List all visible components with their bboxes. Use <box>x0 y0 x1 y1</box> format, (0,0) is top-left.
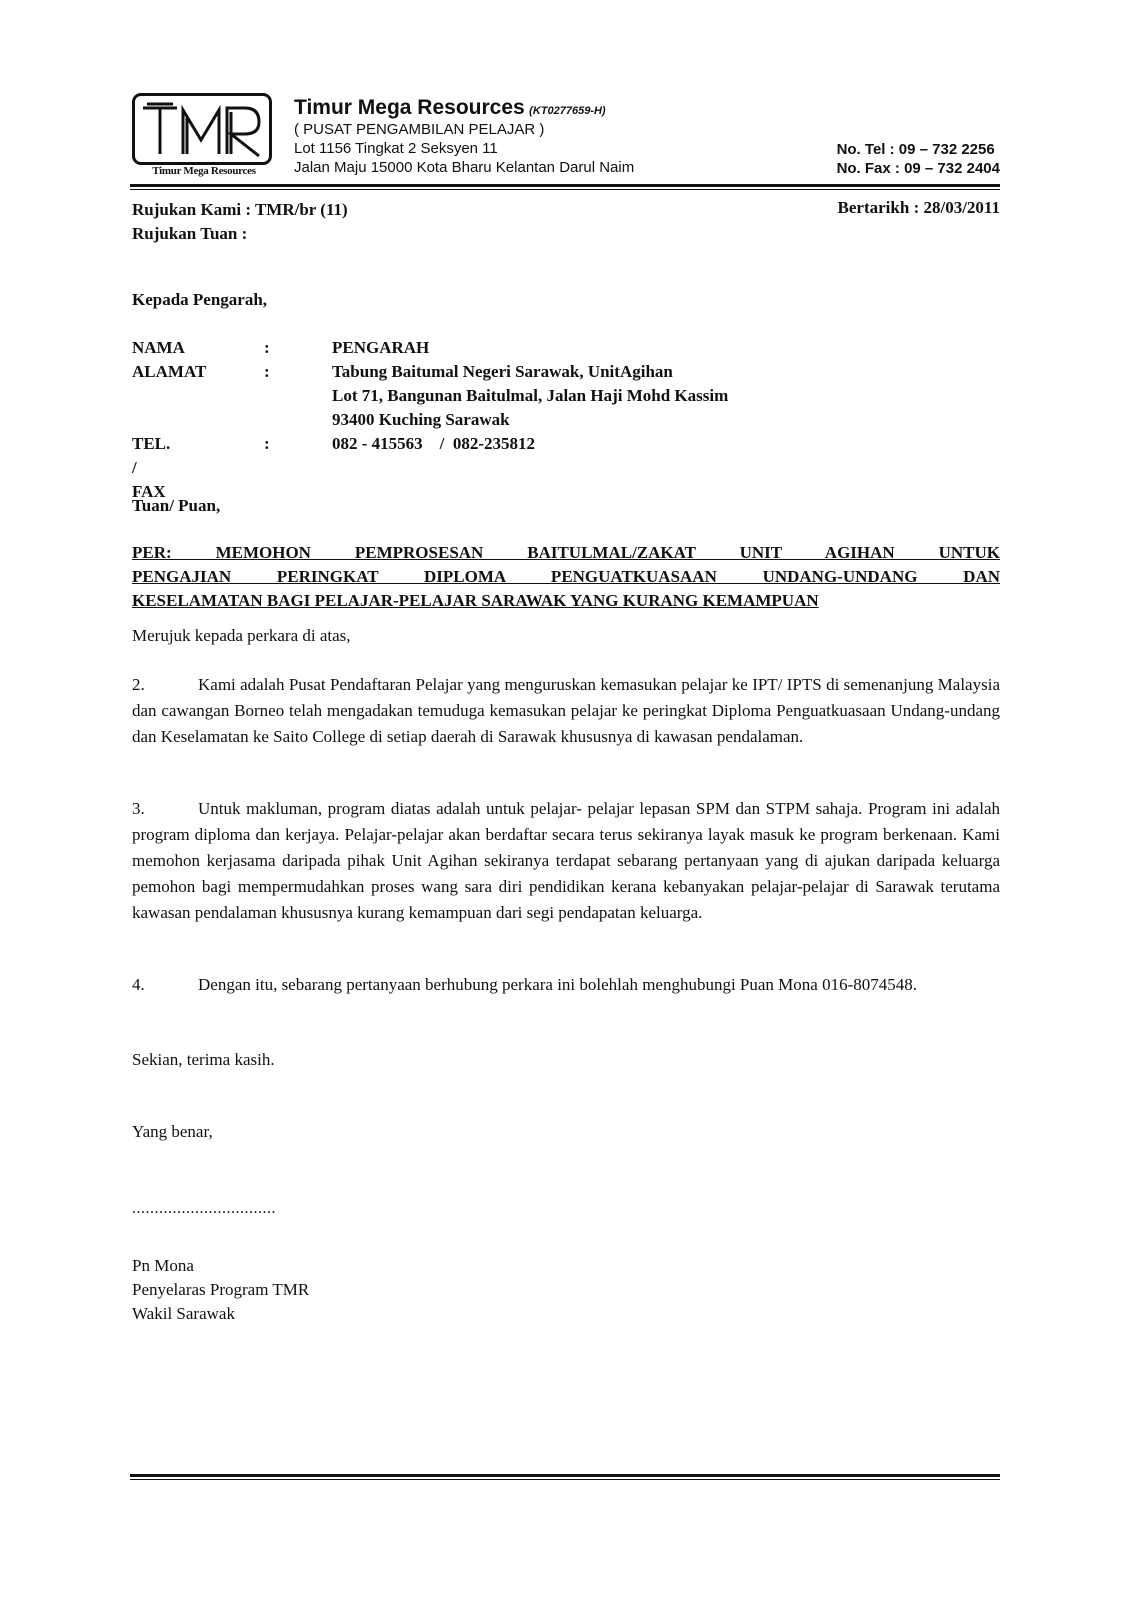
paragraph-4 <box>132 972 1000 998</box>
row-label: NAMA <box>132 338 185 357</box>
reference-block <box>132 198 348 246</box>
row-value: Tabung Baitumal Negeri Sarawak, UnitAgihan <box>332 362 673 381</box>
row-value: 082 - 415563 / 082-235812 <box>332 434 536 453</box>
signer-name: Pn Mona <box>132 1256 194 1275</box>
row-value: Lot 71, Bangunan Baitulmal, Jalan Haji Mohd Kassim <box>332 386 729 405</box>
row-value: 93400 Kuching Sarawak <box>332 410 510 429</box>
logo-caption: Timur Mega Resources <box>152 165 256 177</box>
company-block <box>294 96 634 177</box>
header-divider-thin <box>130 189 1000 190</box>
fax-number: No. Fax : 09 – 732 2404 <box>836 160 1000 177</box>
row-colon: : <box>264 362 270 381</box>
address-line-2: Jalan Maju 15000 Kota Bharu Kelantan Darul Naim <box>294 159 635 176</box>
letter-date: Bertarikh : 28/03/2011 <box>837 198 1000 217</box>
subject-line-1: PER: MEMOHON PEMPROSESAN BAITULMAL/ZAKAT UNIT AGIHAN UNTUK <box>132 543 1000 562</box>
subject-heading <box>132 541 1000 613</box>
row-colon: : <box>264 338 270 357</box>
tmr-logo-mark <box>139 100 265 160</box>
your-reference: Rujukan Tuan : <box>132 224 248 243</box>
row-value: PENGARAH <box>332 338 430 357</box>
recipient-heading: Kepada Pengarah, <box>132 290 268 309</box>
signer-title: Penyelaras Program TMR <box>132 1280 310 1299</box>
company-logo <box>132 93 278 183</box>
signer-region: Wakil Sarawak <box>132 1304 235 1323</box>
tel-number: No. Tel : 09 – 732 2256 <box>836 141 995 158</box>
company-subtitle: ( PUSAT PENGAMBILAN PELAJAR ) <box>294 121 545 138</box>
company-name: Timur Mega Resources <box>294 96 525 119</box>
our-reference: Rujukan Kami : TMR/br (11) <box>132 200 348 219</box>
subject-line-3: KESELAMATAN BAGI PELAJAR-PELAJAR SARAWAK YANG KURANG KEMAMPUAN <box>132 591 819 610</box>
paragraph-2 <box>132 672 1000 750</box>
paragraph-3 <box>132 796 1000 926</box>
paragraph-number: 4. <box>132 975 145 994</box>
registration-number: (KT0277659-H) <box>529 105 606 117</box>
paragraph-text: Kami adalah Pusat Pendaftaran Pelajar yang menguruskan kemasukan pelajar ke IPT/ IPTS di semenanjung Malaysia dan cawangan Borneo telah mengadakan temuduga kemasukan pelajar ke peringkat Diploma Penguatkuasaan Undang-undang dan Keselamatan ke Saito College di setiap daerah di Sarawak khususnya di kawasan pendalaman. <box>132 675 1000 746</box>
intro-paragraph: Merujuk kepada perkara di atas, <box>132 626 351 645</box>
address-line-1: Lot 1156 Tingkat 2 Seksyen 11 <box>294 140 498 157</box>
paragraph-number: 3. <box>132 799 145 818</box>
greeting: Tuan/ Puan, <box>132 496 221 515</box>
closing-yours: Yang benar, <box>132 1122 213 1141</box>
paragraph-number: 2. <box>132 675 145 694</box>
footer-divider-thin <box>130 1479 1000 1480</box>
header-divider <box>130 184 1000 187</box>
subject-line-2: PENGAJIAN PERINGKAT DIPLOMA PENGUATKUASAAN UNDANG-UNDANG DAN <box>132 567 1000 586</box>
closing-thanks: Sekian, terima kasih. <box>132 1050 275 1069</box>
paragraph-text: Dengan itu, sebarang pertanyaan berhubung perkara ini bolehlah menghubungi Puan Mona 016-8074548. <box>198 975 918 994</box>
row-label: ALAMAT <box>132 362 207 381</box>
footer-divider <box>130 1474 1000 1477</box>
contact-block <box>837 140 1000 178</box>
row-colon: : <box>264 434 270 453</box>
signature-line: ................................ <box>132 1200 276 1217</box>
row-label: TEL. / FAX <box>132 434 171 501</box>
paragraph-text: Untuk makluman, program diatas adalah untuk pelajar- pelajar lepasan SPM dan STPM sahaja. Program ini adalah program diploma dan kerjaya. Pelajar-pelajar akan berdaftar secara terus sekiranya layak masuk ke program berkenaan. Kami memohon kerjasama daripada pihak Unit Agihan sekiranya terdapat sebarang pertanyaan yang di ajukan daripada keluarga pemohon bagi mempermudahkan proses wang sara diri pendidikan kerana kebanyakan pelajar-pelajar di Sarawak terutama kawasan pendalaman khususnya kurang kemampuan dari segi pendapatan keluarga. <box>132 799 1000 922</box>
signer-block <box>132 1254 309 1326</box>
